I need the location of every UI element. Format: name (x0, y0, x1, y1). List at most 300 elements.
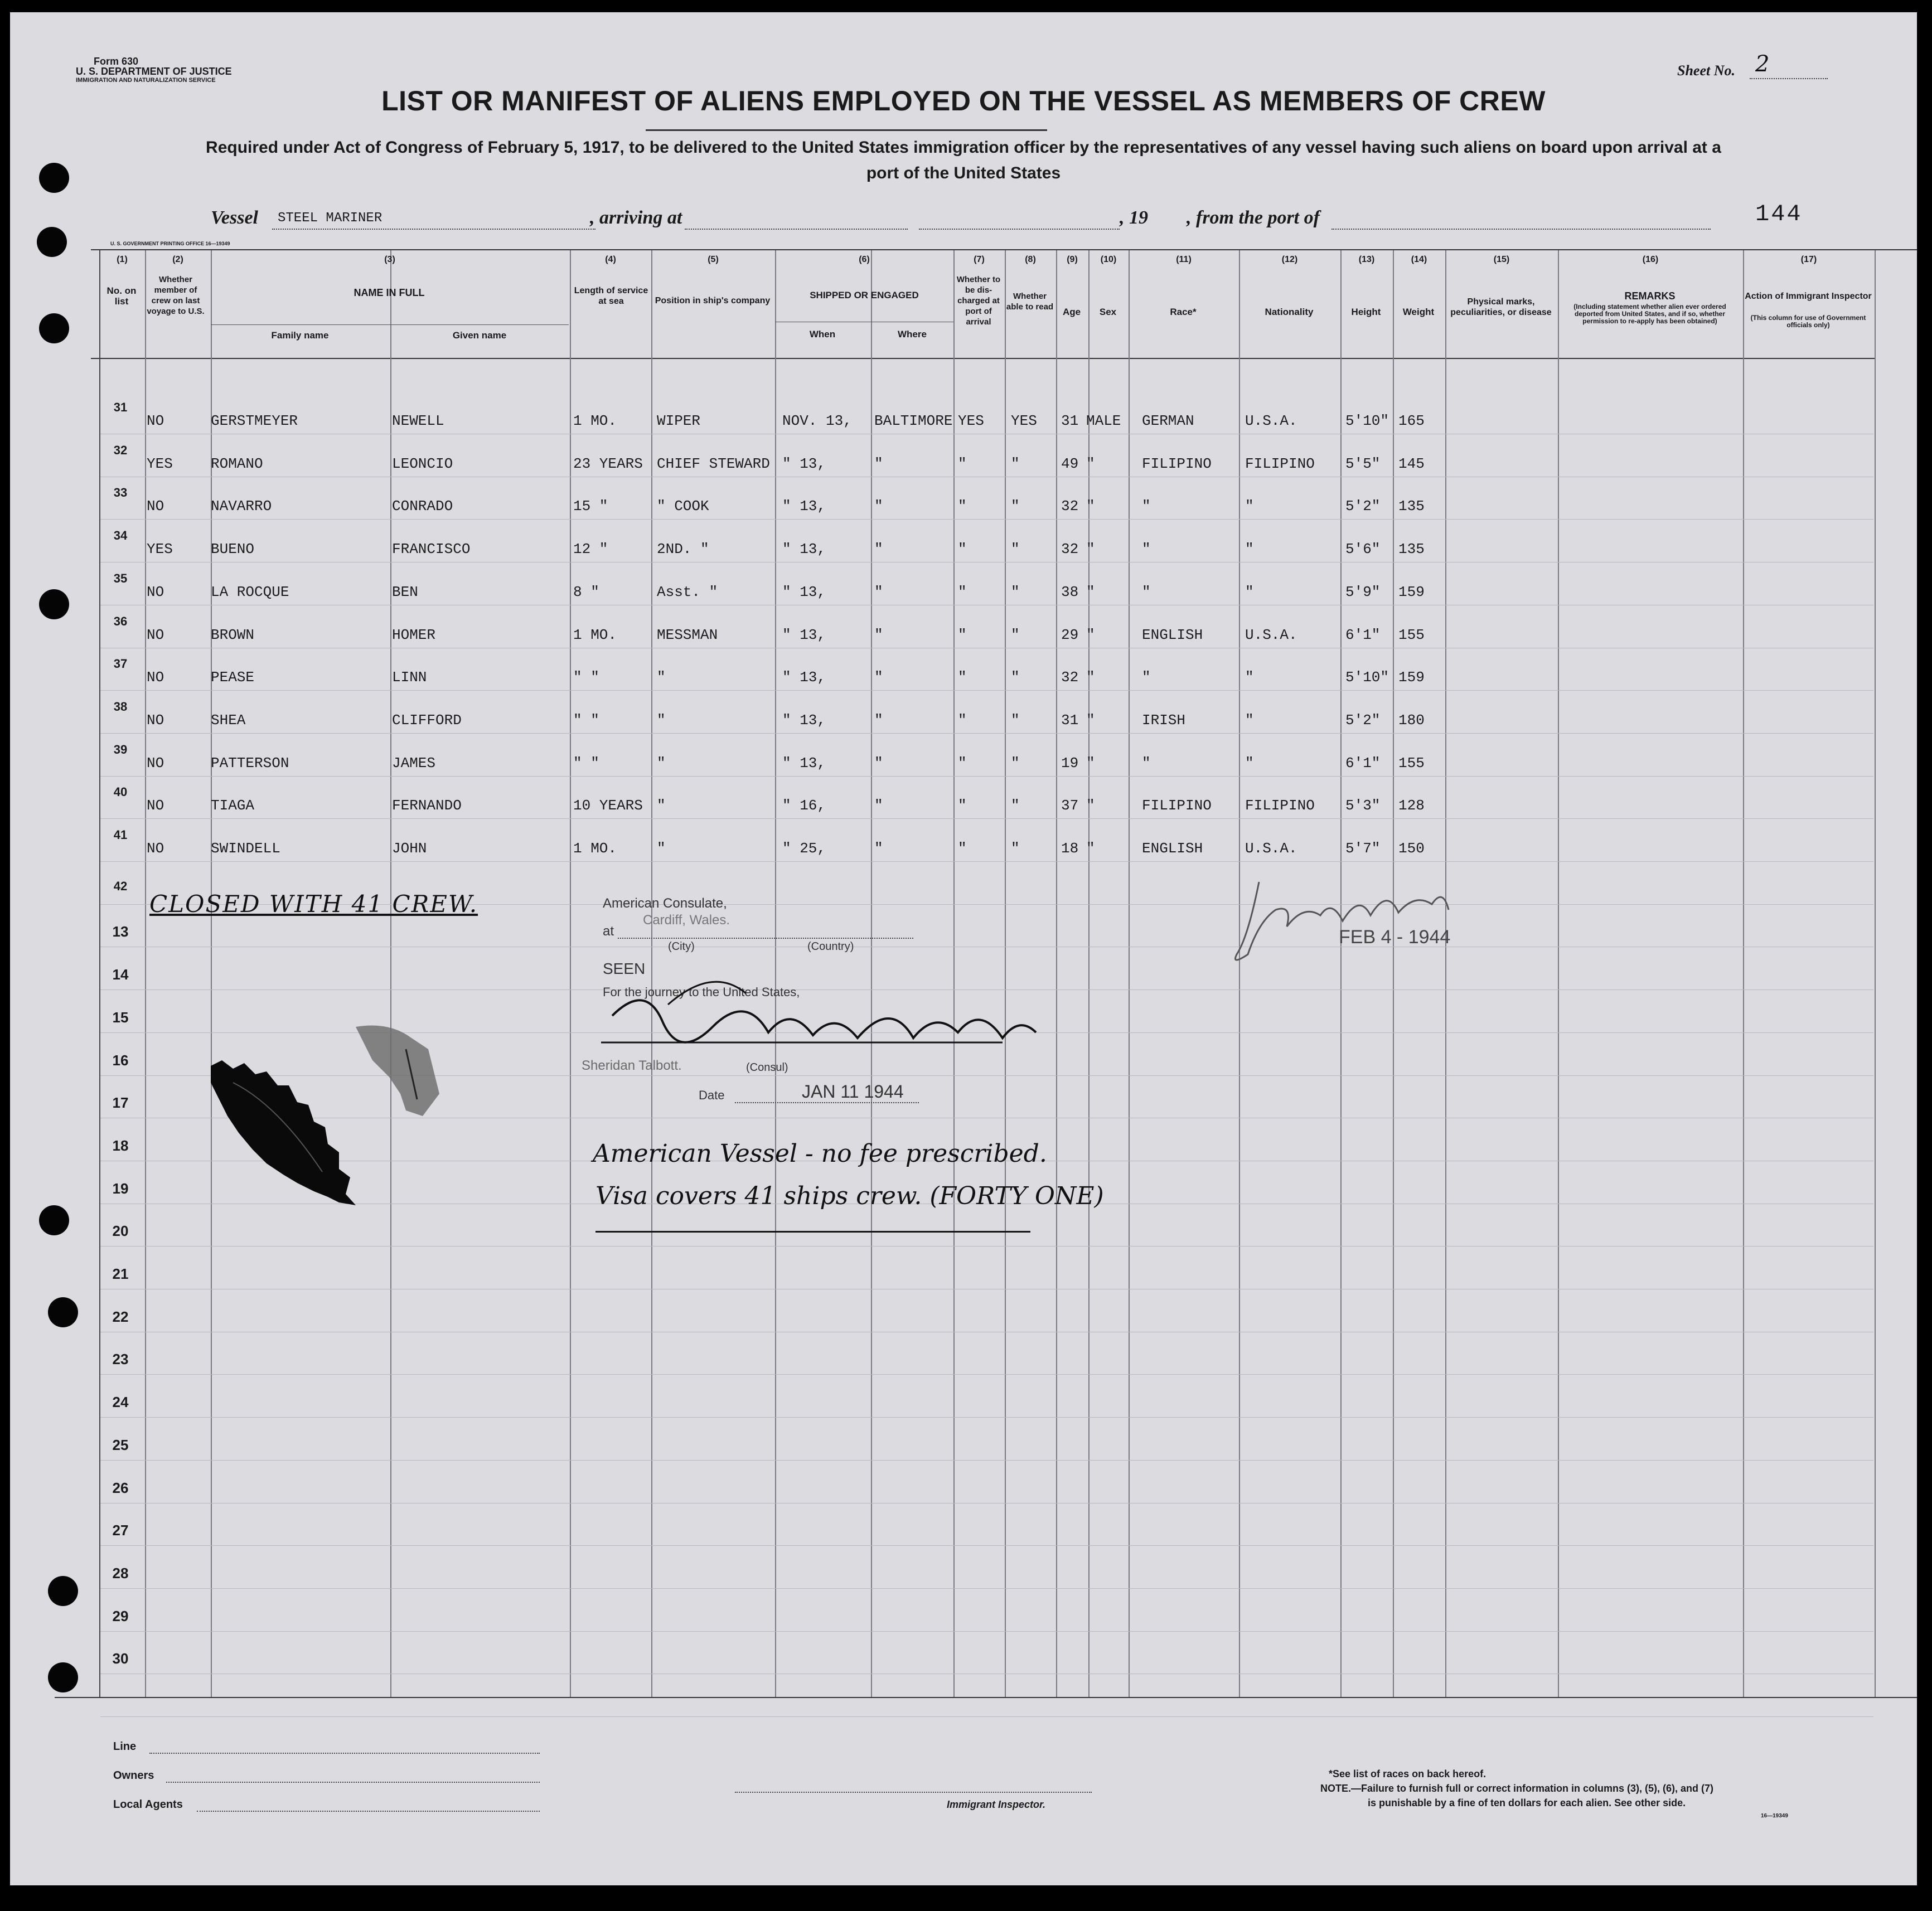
able-to-read: " (1011, 669, 1020, 686)
row-rule (100, 1460, 1873, 1461)
column-divider (1340, 250, 1342, 1697)
ship-position: MESSMAN (657, 627, 718, 643)
discharged-at-port: " (958, 755, 967, 772)
column-divider (1239, 250, 1240, 1697)
row-number: 19 (112, 1180, 129, 1197)
race: GERMAN (1142, 413, 1194, 429)
sex: " (1086, 797, 1095, 814)
header-position: Position in ship's company (655, 296, 771, 305)
year-label: , 19 (1120, 207, 1148, 228)
shipped-where: " (874, 498, 883, 515)
given-name: FERNANDO (392, 797, 462, 814)
row-number: 26 (112, 1480, 129, 1496)
ship-position: " (657, 840, 666, 857)
family-name: BROWN (211, 627, 255, 643)
length-of-service: 1 MO. (573, 840, 617, 857)
header-member-last-voyage: Whether member of crew on last voyage to U.S. (147, 275, 205, 316)
race: ENGLISH (1142, 627, 1203, 643)
weight: 180 (1398, 712, 1425, 729)
shipped-when: " 25, (782, 840, 826, 857)
race: FILIPINO (1142, 797, 1212, 814)
row-rule (100, 818, 1873, 819)
header-action-note: (This column for use of Government officials only) (1750, 314, 1866, 329)
ship-position: " (657, 669, 666, 686)
length-of-service: " " (573, 669, 599, 686)
nationality: U.S.A. (1245, 413, 1297, 429)
nationality: " (1245, 498, 1254, 515)
subtitle-line-2: port of the United States (866, 164, 1061, 182)
shipped-when: " 16, (782, 797, 826, 814)
row-number: 20 (112, 1223, 129, 1239)
shipped-where: " (874, 840, 883, 857)
nationality: " (1245, 541, 1254, 557)
shipped-where: " (874, 797, 883, 814)
discharged-at-port: " (958, 712, 967, 729)
member-last-voyage: NO (147, 797, 164, 814)
ship-position: WIPER (657, 413, 701, 429)
seen-label: SEEN (603, 960, 646, 977)
shipped-where: " (874, 541, 883, 557)
row-number: 39 (113, 743, 128, 756)
date-line (735, 1102, 919, 1103)
able-to-read: " (1011, 712, 1020, 729)
member-last-voyage: NO (147, 498, 164, 515)
weight: 135 (1398, 498, 1425, 515)
given-name: LEONCIO (392, 455, 453, 472)
row-number: 33 (113, 486, 128, 499)
row-number: 40 (113, 785, 128, 799)
row-number: 18 (112, 1137, 129, 1154)
length-of-service: 10 YEARS (573, 797, 643, 814)
from-port-label: , from the port of (1187, 207, 1320, 228)
column-divider (1743, 250, 1744, 1697)
column-number: (14) (1411, 255, 1427, 264)
ship-position: 2ND. " (657, 541, 709, 557)
consulate-city: Cardiff, Wales. (643, 913, 730, 928)
note-underline (595, 1231, 1030, 1233)
age: 19 (1061, 755, 1079, 772)
row-number: 41 (113, 828, 128, 842)
weight: 145 (1398, 455, 1425, 472)
header-when: When (809, 329, 836, 339)
header-nationality: Nationality (1265, 307, 1314, 317)
header-where: Where (898, 329, 927, 339)
weight: 135 (1398, 541, 1425, 557)
row-rule (100, 776, 1873, 777)
race: IRISH (1142, 712, 1186, 729)
member-last-voyage: YES (147, 455, 173, 472)
header-remarks-note: (Including statement whether alien ever ordered deported from United States, and if so, whether permission to re-apply has been obtained) (1573, 303, 1726, 325)
member-last-voyage: NO (147, 627, 164, 643)
shipped-where: " (874, 455, 883, 472)
nationality: U.S.A. (1245, 627, 1297, 643)
header-weight: Weight (1402, 307, 1435, 317)
header-remarks: REMARKS (1624, 290, 1676, 302)
able-to-read: " (1011, 797, 1020, 814)
header-shipped: SHIPPED OR ENGAGED (810, 290, 919, 300)
page-stamp-number: 144 (1755, 201, 1803, 227)
height: 5'10" (1345, 413, 1389, 429)
member-last-voyage: NO (147, 840, 164, 857)
family-name: LA ROCQUE (211, 584, 289, 600)
length-of-service: 12 " (573, 541, 608, 557)
given-name: BEN (392, 584, 418, 600)
country-label: (Country) (807, 940, 854, 953)
shipped-when: " 13, (782, 498, 826, 515)
at-label: at (603, 924, 614, 939)
member-last-voyage: NO (147, 669, 164, 686)
height: 5'2" (1345, 712, 1381, 729)
ship-position: CHIEF STEWARD (657, 455, 770, 472)
row-number: 21 (112, 1265, 129, 1282)
row-rule (100, 1545, 1873, 1546)
column-divider (1445, 250, 1446, 1697)
ship-position: " (657, 755, 666, 772)
row-number: 37 (113, 657, 128, 671)
row-number: 38 (113, 700, 128, 714)
able-to-read: " (1011, 498, 1020, 515)
header-action: Action of Immigrant Inspector (1745, 292, 1872, 301)
discharged-at-port: " (958, 455, 967, 472)
age: 37 (1061, 797, 1079, 814)
sex: MALE (1086, 413, 1121, 429)
height: 6'1" (1345, 627, 1381, 643)
given-name: FRANCISCO (392, 541, 471, 557)
column-number: (17) (1800, 255, 1817, 264)
inspector-signature (1226, 871, 1460, 971)
column-divider (390, 250, 391, 1697)
able-to-read: " (1011, 627, 1020, 643)
height: 5'5" (1345, 455, 1381, 472)
age: 49 (1061, 455, 1079, 472)
form-number: Form 630 (94, 56, 139, 67)
visa-covers-note: Visa covers 41 ships crew. (FORTY ONE) (595, 1182, 1104, 1210)
given-name: NEWELL (392, 413, 444, 429)
header-length-service: Length of service at sea (574, 286, 648, 306)
height: 6'1" (1345, 755, 1381, 772)
arriving-label: , arriving at (590, 207, 682, 228)
row-number: 14 (112, 966, 129, 983)
sex: " (1086, 541, 1095, 557)
row-rule (100, 861, 1873, 862)
row-number: 30 (112, 1650, 129, 1667)
row-rule (100, 690, 1873, 691)
row-number: 15 (112, 1009, 129, 1026)
member-last-voyage: NO (147, 712, 164, 729)
nationality: U.S.A. (1245, 840, 1297, 857)
row-rule (100, 1631, 1873, 1632)
length-of-service: 8 " (573, 584, 599, 600)
table-top-border (91, 249, 1917, 250)
column-number: (16) (1642, 255, 1659, 264)
length-of-service: 1 MO. (573, 413, 617, 429)
row-number: 16 (112, 1052, 129, 1069)
row-number: 27 (112, 1522, 129, 1539)
consulate-label: American Consulate, (603, 896, 727, 911)
footer-owners-field (166, 1782, 540, 1783)
discharged-at-port: " (958, 584, 967, 600)
vessel-name: STEEL MARINER (278, 211, 382, 226)
column-number: (3) (384, 255, 395, 264)
sheet-line (1750, 78, 1828, 79)
given-name: JAMES (392, 755, 436, 772)
punch-hole (37, 227, 67, 257)
family-name: PEASE (211, 669, 255, 686)
column-divider (1129, 250, 1130, 1697)
column-divider (1875, 250, 1876, 1697)
able-to-read: " (1011, 840, 1020, 857)
header-race: Race* (1170, 307, 1197, 317)
sheet-label: Sheet No. (1677, 62, 1735, 79)
shipped-when: " 13, (782, 584, 826, 600)
footer-agents-label: Local Agents (113, 1798, 183, 1811)
page-title: LIST OR MANIFEST OF ALIENS EMPLOYED ON THE VESSEL AS MEMBERS OF CREW (381, 85, 1546, 117)
row-number: 32 (113, 443, 128, 457)
column-number: (15) (1493, 255, 1510, 264)
given-name: JOHN (392, 840, 427, 857)
height: 5'6" (1345, 541, 1381, 557)
closed-note: CLOSED WITH 41 CREW. (149, 890, 478, 918)
member-last-voyage: NO (147, 413, 164, 429)
row-rule (100, 519, 1873, 520)
discharged-at-port: YES (958, 413, 984, 429)
sex: " (1086, 455, 1095, 472)
row-number: 23 (112, 1351, 129, 1367)
sex: " (1086, 712, 1095, 729)
race: " (1142, 755, 1151, 772)
age: 18 (1061, 840, 1079, 857)
sex: " (1086, 669, 1095, 686)
shipped-when: " 13, (782, 541, 826, 557)
row-number: 34 (113, 528, 128, 542)
age: 32 (1061, 669, 1079, 686)
punch-hole (48, 1576, 78, 1606)
discharged-at-port: " (958, 541, 967, 557)
height: 5'7" (1345, 840, 1381, 857)
column-number: (12) (1281, 255, 1298, 264)
consul-date: JAN 11 1944 (802, 1081, 904, 1102)
discharged-at-port: " (958, 627, 967, 643)
family-name: BUENO (211, 541, 255, 557)
column-number: (7) (974, 255, 985, 264)
footer-agents-field (197, 1811, 540, 1812)
row-rule (100, 733, 1873, 734)
row-number: 24 (112, 1394, 129, 1410)
able-to-read: " (1011, 755, 1020, 772)
family-name: NAVARRO (211, 498, 272, 515)
punch-hole (39, 589, 69, 619)
service-name: IMMIGRATION AND NATURALIZATION SERVICE (76, 77, 216, 84)
shipped-when: " 13, (782, 455, 826, 472)
column-number: (9) (1067, 255, 1078, 264)
column-number: (13) (1358, 255, 1375, 264)
weight: 159 (1398, 584, 1425, 600)
column-number: (10) (1100, 255, 1117, 264)
sex: " (1086, 627, 1095, 643)
row-number: 22 (112, 1308, 129, 1325)
race: " (1142, 584, 1151, 600)
header-given-name: Given name (452, 330, 507, 341)
weight: 128 (1398, 797, 1425, 814)
row-number: 31 (113, 400, 128, 414)
header-discharged: Whether to be dis-charged at port of arrival (956, 275, 1001, 327)
column-number: (11) (1176, 255, 1192, 264)
member-last-voyage: NO (147, 584, 164, 600)
weight: 165 (1398, 413, 1425, 429)
header-family-name: Family name (271, 330, 329, 341)
member-last-voyage: YES (147, 541, 173, 557)
date-label: Date (699, 1088, 725, 1102)
row-rule (100, 1374, 1873, 1375)
family-name: TIAGA (211, 797, 255, 814)
header-able-to-read: Whether able to read (1006, 292, 1054, 312)
date-line (919, 229, 1120, 230)
column-number: (6) (859, 255, 870, 264)
column-divider (1393, 250, 1394, 1697)
column-divider (145, 250, 146, 1697)
department-name: U. S. DEPARTMENT OF JUSTICE (76, 66, 232, 77)
shipped-where: BALTIMORE (874, 413, 953, 429)
consul-name: Sheridan Talbott. (582, 1058, 682, 1073)
footer-inspector-label: Immigrant Inspector. (947, 1799, 1046, 1810)
shipped-when: " 13, (782, 627, 826, 643)
shipped-when: " 13, (782, 712, 826, 729)
header-sex: Sex (1099, 307, 1117, 317)
column-divider (570, 250, 571, 1697)
punch-hole (39, 1205, 69, 1235)
footer-races-note: *See list of races on back hereof. (1329, 1768, 1486, 1779)
weight: 159 (1398, 669, 1425, 686)
family-name: SWINDELL (211, 840, 280, 857)
race: FILIPINO (1142, 455, 1212, 472)
printing-office: U. S. GOVERNMENT PRINTING OFFICE 16—19349 (110, 241, 230, 246)
given-name: LINN (392, 669, 427, 686)
ship-position: " (657, 797, 666, 814)
row-number: 35 (113, 571, 128, 585)
ribbon-seal (345, 1016, 445, 1127)
age: 32 (1061, 541, 1079, 557)
ship-position: " (657, 712, 666, 729)
length-of-service: 23 YEARS (573, 455, 643, 472)
weight: 150 (1398, 840, 1425, 857)
arriving-line (685, 229, 908, 230)
age: 38 (1061, 584, 1079, 600)
header-height: Height (1351, 307, 1381, 317)
age: 29 (1061, 627, 1079, 643)
port-line (1331, 229, 1711, 230)
footer-line-label: Line (113, 1740, 137, 1753)
nationality: " (1245, 712, 1254, 729)
member-last-voyage: NO (147, 755, 164, 772)
age: 31 (1061, 413, 1079, 429)
column-number: (4) (605, 255, 616, 264)
length-of-service: " " (573, 712, 599, 729)
header-bottom-border (91, 358, 1875, 359)
ship-position: " COOK (657, 498, 709, 515)
race: " (1142, 669, 1151, 686)
shipped-where: " (874, 755, 883, 772)
row-rule (100, 1417, 1873, 1418)
discharged-at-port: " (958, 669, 967, 686)
sheet-number: 2 (1755, 51, 1770, 77)
column-number: (2) (172, 255, 183, 264)
vessel-label: Vessel (211, 207, 258, 228)
discharged-at-port: " (958, 840, 967, 857)
shipped-where: " (874, 669, 883, 686)
journey-label: For the journey to the United States, (603, 985, 800, 999)
column-divider (1056, 250, 1057, 1697)
column-divider (99, 250, 100, 1697)
vessel-line (272, 229, 595, 230)
row-number: 25 (112, 1437, 129, 1453)
length-of-service: 15 " (573, 498, 608, 515)
row-number: 17 (112, 1094, 129, 1111)
able-to-read: " (1011, 541, 1020, 557)
sex: " (1086, 755, 1095, 772)
shipped-when: " 13, (782, 669, 826, 686)
punch-hole (39, 313, 69, 343)
nationality: FILIPINO (1245, 797, 1315, 814)
able-to-read: " (1011, 584, 1020, 600)
row-number: 28 (112, 1565, 129, 1582)
given-name: CLIFFORD (392, 712, 462, 729)
row-number: 29 (112, 1608, 129, 1624)
city-label: (City) (668, 940, 695, 953)
sex: " (1086, 498, 1095, 515)
consul-label: (Consul) (746, 1061, 788, 1074)
name-subheader-divider (211, 324, 569, 325)
title-underline (646, 129, 1047, 131)
column-number: (5) (708, 255, 719, 264)
weight: 155 (1398, 627, 1425, 643)
family-name: ROMANO (211, 455, 263, 472)
given-name: HOMER (392, 627, 436, 643)
header-name-in-full: NAME IN FULL (354, 287, 425, 298)
discharged-at-port: " (958, 498, 967, 515)
table-bottom-border (55, 1697, 1917, 1698)
footer-line-field (149, 1753, 540, 1754)
american-vessel-note: American Vessel - no fee prescribed. (593, 1139, 1047, 1168)
row-number: 36 (113, 614, 128, 628)
sex: " (1086, 840, 1095, 857)
age: 32 (1061, 498, 1079, 515)
race: ENGLISH (1142, 840, 1203, 857)
able-to-read: " (1011, 455, 1020, 472)
subtitle-line-1: Required under Act of Congress of February 5, 1917, to be delivered to the United States immigration officer by the representatives of any vessel having such aliens on board upon arrival at a (206, 138, 1721, 157)
punch-hole (39, 163, 69, 193)
length-of-service: " " (573, 755, 599, 772)
row-rule (100, 1716, 1873, 1717)
height: 5'9" (1345, 584, 1381, 600)
manifest-sheet (10, 12, 1917, 1885)
column-number: (8) (1025, 255, 1036, 264)
weight: 155 (1398, 755, 1425, 772)
discharged-at-port: " (958, 797, 967, 814)
inspector-date: FEB 4 - 1944 (1339, 927, 1451, 948)
shipped-where: " (874, 712, 883, 729)
able-to-read: YES (1011, 413, 1037, 429)
given-name: CONRADO (392, 498, 453, 515)
shipped-when: NOV. 13, (782, 413, 852, 429)
height: 5'2" (1345, 498, 1381, 515)
race: " (1142, 541, 1151, 557)
column-number: (1) (117, 255, 128, 264)
header-no-on-list: No. on list (106, 285, 137, 307)
inspector-signature-line (735, 1792, 1092, 1793)
sex: " (1086, 584, 1095, 600)
punch-hole (48, 1662, 78, 1692)
nationality: " (1245, 669, 1254, 686)
